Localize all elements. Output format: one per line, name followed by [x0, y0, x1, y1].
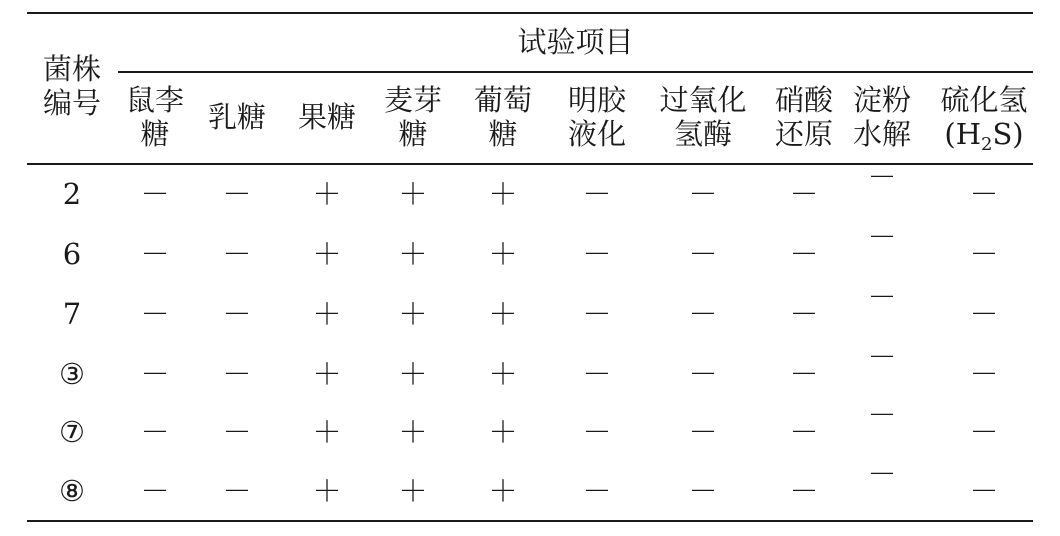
result-cell: ＋	[398, 415, 428, 449]
result-cell: ＋	[488, 415, 518, 449]
result-cell: ＋	[398, 237, 428, 271]
column-header-4-line-1: 糖	[488, 117, 518, 151]
column-header-0-line-0: 鼠李	[125, 83, 184, 117]
column-header-3-line-1: 糖	[398, 117, 428, 151]
column-header-3-line-0: 麦芽	[383, 83, 442, 117]
result-cell: －	[140, 474, 170, 508]
result-cell: －	[789, 357, 819, 391]
result-cell: －	[969, 237, 999, 271]
column-header-4-line-0: 葡萄	[473, 83, 532, 117]
strain-header-line-1: 菌株	[42, 52, 101, 86]
column-header-6	[643, 83, 763, 151]
result-cell: －	[789, 177, 819, 211]
result-cell: －	[140, 297, 170, 331]
column-header-0-line-1: 糖	[140, 117, 170, 151]
result-cell: －	[867, 340, 897, 374]
result-cell: ＋	[398, 177, 428, 211]
column-header-0	[110, 83, 200, 151]
column-header-8-line-1: 水解	[852, 117, 911, 151]
result-cell: ＋	[398, 297, 428, 331]
test-group-header: 试验项目	[517, 25, 634, 59]
result-cell: －	[867, 220, 897, 254]
strain-id: ⑧	[59, 474, 85, 508]
result-cell: ＋	[312, 177, 342, 211]
result-cell: －	[140, 177, 170, 211]
column-header-4	[458, 83, 548, 151]
table-top-rule	[27, 12, 1033, 14]
result-cell: －	[789, 474, 819, 508]
strain-id: ③	[59, 357, 85, 391]
result-cell: －	[688, 177, 718, 211]
result-cell: ＋	[312, 357, 342, 391]
result-cell: －	[582, 357, 612, 391]
result-cell: －	[688, 237, 718, 271]
strain-id: 7	[62, 297, 82, 331]
result-cell: ＋	[398, 474, 428, 508]
result-cell: －	[789, 297, 819, 331]
result-cell: ＋	[312, 474, 342, 508]
result-cell: －	[969, 415, 999, 449]
result-cell: －	[688, 297, 718, 331]
strain-id: 2	[62, 177, 82, 211]
result-cell: －	[688, 357, 718, 391]
result-cell: －	[688, 415, 718, 449]
result-cell: ＋	[398, 357, 428, 391]
column-header-7	[759, 83, 849, 151]
strain-id: ⑦	[59, 415, 85, 449]
column-header-5-line-1: 液化	[567, 117, 626, 151]
column-header-2	[285, 100, 369, 134]
result-cell: －	[582, 474, 612, 508]
result-cell: －	[222, 177, 252, 211]
result-cell: ＋	[488, 237, 518, 271]
result-cell: －	[582, 297, 612, 331]
result-cell: －	[140, 237, 170, 271]
strain-id: 6	[62, 237, 82, 271]
column-header-9	[929, 83, 1039, 162]
column-header-7-line-1: 还原	[774, 117, 833, 151]
column-header-7-line-0: 硝酸	[774, 83, 833, 117]
column-header-9-line-1: $(H_2S)$	[944, 117, 1024, 155]
result-cell: －	[582, 237, 612, 271]
column-header-5-line-0: 明胶	[567, 83, 626, 117]
result-cell: －	[867, 160, 897, 194]
column-header-5	[549, 83, 645, 151]
result-cell: －	[867, 398, 897, 432]
result-cell: －	[222, 357, 252, 391]
result-cell: －	[867, 280, 897, 314]
result-cell: －	[582, 415, 612, 449]
result-cell: －	[969, 177, 999, 211]
column-header-3	[370, 83, 456, 151]
result-cell: －	[140, 357, 170, 391]
result-cell: －	[222, 297, 252, 331]
strain-header	[36, 52, 108, 120]
result-cell: ＋	[488, 357, 518, 391]
result-cell: ＋	[312, 297, 342, 331]
column-header-8	[842, 83, 922, 151]
result-cell: －	[789, 415, 819, 449]
strain-header-line-2: 编号	[42, 86, 101, 120]
result-cell: －	[222, 415, 252, 449]
result-cell: －	[969, 357, 999, 391]
result-cell: －	[222, 237, 252, 271]
result-cell: －	[969, 297, 999, 331]
result-cell: ＋	[488, 177, 518, 211]
column-header-6-line-0: 过氧化	[659, 83, 747, 117]
result-cell: －	[222, 474, 252, 508]
column-header-2-line-0: 果糖	[297, 100, 356, 134]
column-header-9-line-0: 硫化氢	[940, 83, 1028, 117]
result-cell: －	[688, 474, 718, 508]
column-header-1	[197, 100, 277, 134]
result-cell: －	[789, 237, 819, 271]
test-group-rule	[118, 71, 1033, 73]
result-cell: －	[867, 457, 897, 491]
table-bottom-rule	[27, 520, 1033, 522]
result-cell: ＋	[488, 474, 518, 508]
column-header-1-line-0: 乳糖	[207, 100, 266, 134]
result-cell: －	[582, 177, 612, 211]
result-cell: ＋	[312, 415, 342, 449]
result-cell: ＋	[312, 237, 342, 271]
result-cell: －	[140, 415, 170, 449]
column-header-6-line-1: 氢酶	[673, 117, 732, 151]
result-cell: ＋	[488, 297, 518, 331]
column-header-8-line-0: 淀粉	[852, 83, 911, 117]
result-cell: －	[969, 474, 999, 508]
